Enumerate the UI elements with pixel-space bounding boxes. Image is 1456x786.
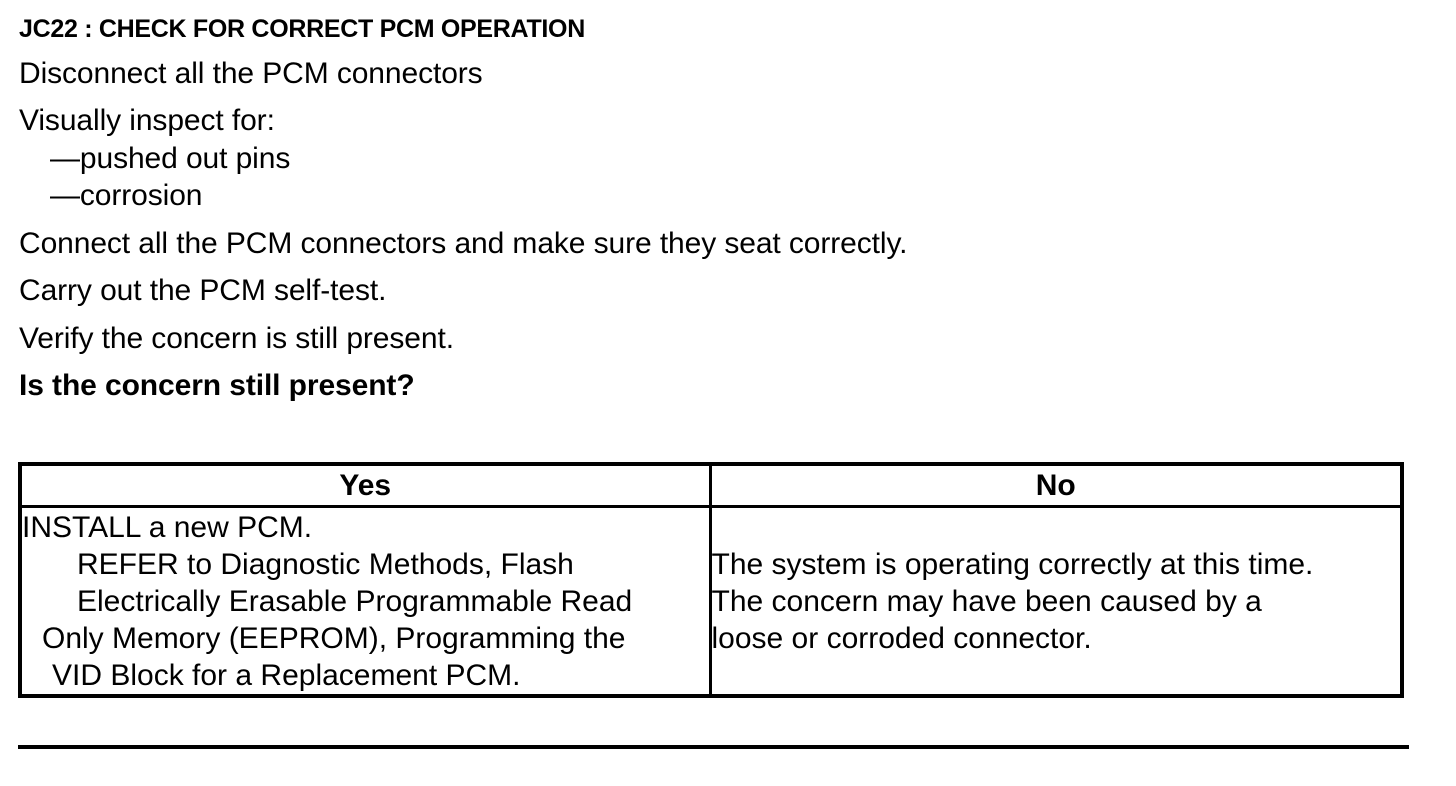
step-self-test: Carry out the PCM self-test. [19,274,387,307]
bottom-divider [18,745,1409,749]
inspect-item-corrosion: —corrosion [50,179,203,212]
yes-no-table [18,462,1404,698]
yes-line: Only Memory (EEPROM), Programming the [42,621,626,655]
question: Is the concern still present? [19,369,415,402]
yes-action-cell [20,507,710,697]
step-verify: Verify the concern is still present. [19,322,454,355]
no-line: loose or corroded connector. [711,621,1092,655]
no-line: The concern may have been caused by a [711,584,1262,618]
no-line: The system is operating correctly at this time. [711,547,1314,581]
inspect-item-pushed-out-pins: —pushed out pins [50,142,291,175]
yes-line: INSTALL a new PCM. [22,510,313,544]
no-action-cell [710,507,1402,697]
yes-line: VID Block for a Replacement PCM. [52,658,521,692]
step-disconnect: Disconnect all the PCM connectors [19,57,483,90]
header-yes: Yes [20,464,710,507]
procedure-title: JC22 : CHECK FOR CORRECT PCM OPERATION [19,15,585,43]
yes-line: Electrically Erasable Programmable Read [77,584,633,618]
step-connect: Connect all the PCM connectors and make sure they seat correctly. [19,227,908,260]
header-no: No [710,464,1402,507]
table-row [20,507,1402,697]
yes-line: REFER to Diagnostic Methods, Flash [77,547,574,581]
table-header-row [20,464,1402,507]
step-visually-inspect: Visually inspect for: [19,104,275,137]
